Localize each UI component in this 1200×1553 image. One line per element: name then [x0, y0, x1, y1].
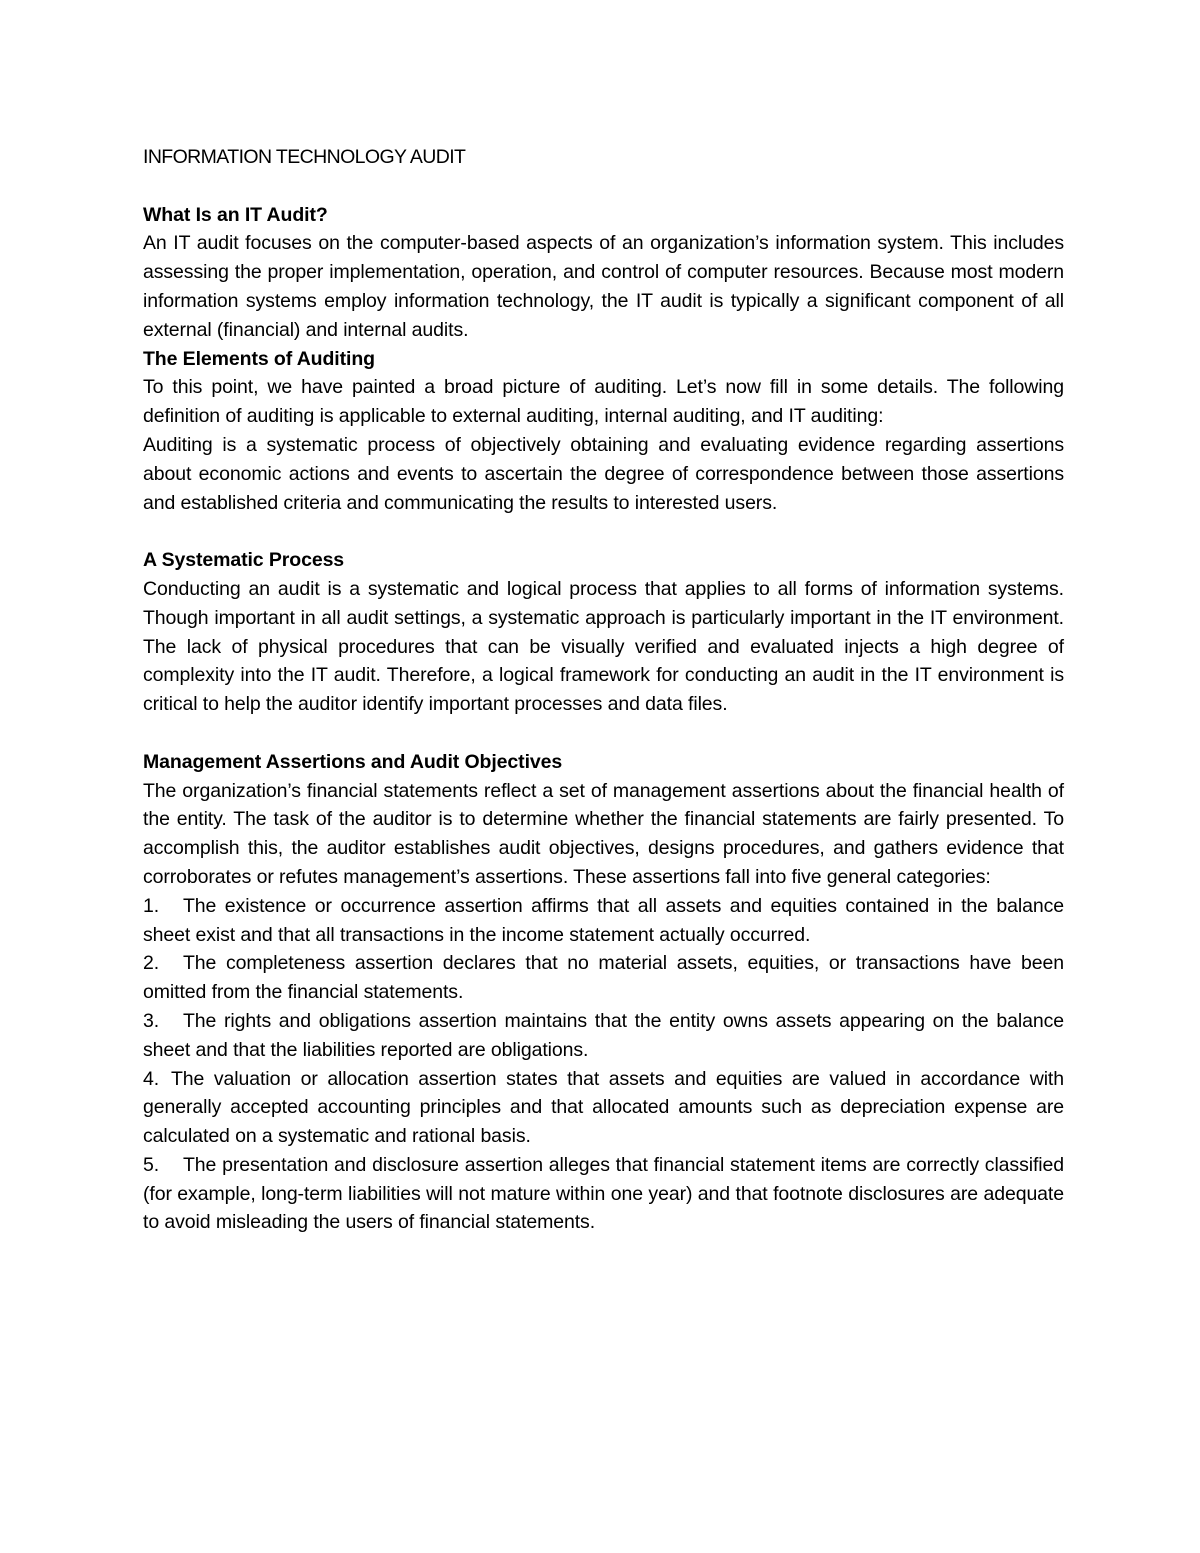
list-item	[143, 1065, 1064, 1151]
list-item-text: The existence or occurrence assertion affirms that all assets and equities contained in the balance sheet exist and that all transactions in the income statement actually occurred.	[143, 894, 1064, 946]
auditing-definition: Auditing is a systematic process of objectively obtaining and evaluating evidence regarding assertions about economic actions and events to ascertain the degree of correspondence between those assertions and established criteria and communicating the results to interested users.	[143, 433, 1064, 514]
list-item	[143, 892, 1064, 950]
list-item-number: 5.	[143, 1153, 160, 1176]
document-body	[143, 143, 1064, 1237]
list-item	[143, 1007, 1064, 1065]
list-item-text: The valuation or allocation assertion states that assets and equities are valued in accordance with generally accepted accounting principles and that allocated amounts such as depreciation expense are calculated on a systematic and rational basis.	[143, 1067, 1064, 1148]
list-item	[143, 1151, 1064, 1237]
list-item	[143, 949, 1064, 1007]
spacer	[143, 719, 1064, 748]
section-heading-assertions: Management Assertions and Audit Objectives	[143, 750, 563, 773]
list-item-text: The completeness assertion declares that no material assets, equities, or transactions have been omitted from the financial statements.	[143, 952, 1064, 1004]
spacer	[143, 517, 1064, 546]
section-heading-it-audit: What Is an IT Audit?	[143, 203, 328, 226]
section-heading-elements: The Elements of Auditing	[143, 347, 375, 370]
list-item-text: The rights and obligations assertion maintains that the entity owns assets appearing on the balance sheet and that the liabilities reported are obligations.	[143, 1009, 1064, 1061]
spacer	[143, 172, 1064, 201]
list-item-number: 2.	[143, 952, 160, 975]
list-item-number: 4.	[143, 1067, 160, 1090]
section-heading-systematic: A Systematic Process	[143, 549, 345, 572]
list-item-number: 1.	[143, 894, 160, 917]
section-body-assertions: The organization’s financial statements reflect a set of management assertions about the financial health of the entity. The task of the auditor is to determine whether the financial statements are fairly presented. To accomplish this, the auditor establishes audit objectives, designs procedures, and gathers evidence that corroborates or refutes management’s assertions. These assertions fall into five general categories:	[143, 779, 1064, 888]
section-body-systematic: Conducting an audit is a systematic and logical process that applies to all forms of information systems. Though important in all audit settings, a systematic approach is particularly important in the IT environment. The lack of physical procedures that can be visually verified and evaluated injects a high degree of complexity into the IT audit. Therefore, a logical framework for conducting an audit in the IT environment is critical to help the auditor identify important processes and data files.	[143, 577, 1064, 716]
list-item-number: 3.	[143, 1009, 160, 1032]
list-item-text: The presentation and disclosure assertion alleges that financial statement items are correctly classified (for example, long-term liabilities will not mature within one year) and that footnote disclosures are adequate to avoid misleading the users of financial statements.	[143, 1153, 1064, 1234]
document-title: INFORMATION TECHNOLOGY AUDIT	[143, 146, 466, 168]
section-body-elements: To this point, we have painted a broad picture of auditing. Let’s now fill in some details. The following definition of auditing is applicable to external auditing, internal auditing, and IT auditing:	[143, 376, 1064, 428]
assertions-list	[143, 892, 1064, 1238]
section-body-it-audit: An IT audit focuses on the computer-based aspects of an organization’s information system. This includes assessing the proper implementation, operation, and control of computer resources. Because most modern information systems employ information technology, the IT audit is typically a significant component of all external (financial) and internal audits.	[143, 232, 1064, 341]
